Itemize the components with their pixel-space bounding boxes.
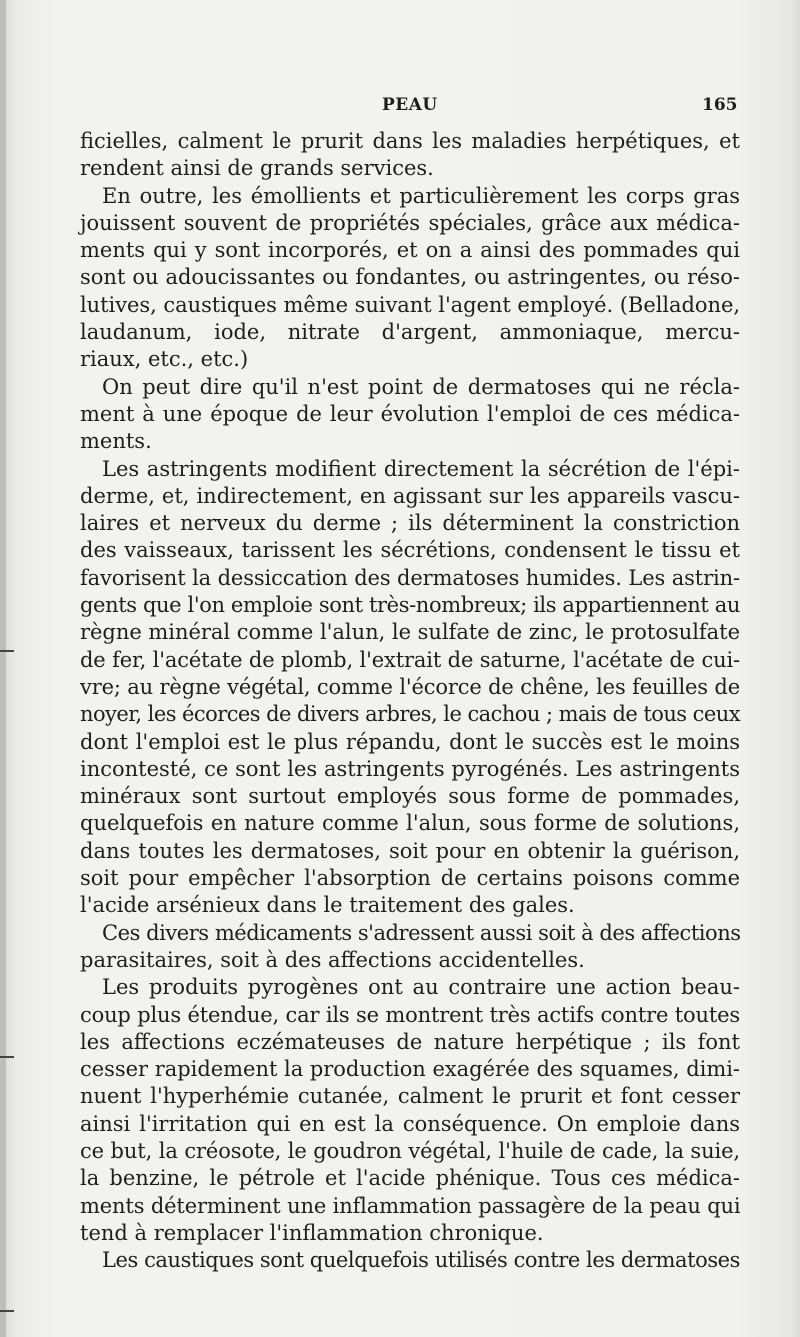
margin-mark <box>0 650 14 652</box>
paragraph-start-line: Ces divers médicaments s'adressent aussi soit à des affections <box>102 920 741 945</box>
page-number: 165 <box>702 95 738 115</box>
text-line: minéraux sont surtout employés sous forme de pommades, <box>80 784 740 809</box>
text-line: des vaisseaux, tarissent les sécrétions, condensent le tissu et <box>80 538 740 563</box>
text-line: cesser rapidement la production exagérée des squames, dimi- <box>80 1057 740 1082</box>
text-line: tend à remplacer l'inflammation chronique. <box>80 1220 544 1245</box>
text-line: laires et nerveux du derme ; ils déterminent la constriction <box>80 511 740 536</box>
text-line: dans toutes les dermatoses, soit pour en obtenir la guérison, <box>80 838 740 863</box>
margin-mark <box>0 1056 14 1058</box>
text-line: dont l'emploi est le plus répandu, dont le succès est le moins <box>80 729 740 754</box>
text-line: ficielles, calment le prurit dans les maladies herpétiques, et <box>80 129 740 153</box>
text-line: les affections eczémateuses de nature herpétique ; ils font <box>80 1029 740 1054</box>
paragraph-start-line: Les produits pyrogènes ont au contraire une action beau- <box>102 975 740 1000</box>
text-line: derme, et, indirectement, en agissant sur les appareils vascu- <box>80 483 740 508</box>
body-text <box>80 128 740 1274</box>
text-line: favorisent la dessiccation des dermatoses humides. Les astrin- <box>80 565 740 590</box>
page-gutter-shadow <box>0 0 6 1337</box>
text-line: rendent ainsi de grands services. <box>80 156 434 181</box>
text-line: soit pour empêcher l'absorption de certains poisons comme <box>80 866 740 891</box>
text-line: noyer, les écorces de divers arbres, le cachou ; mais de tous ceux <box>80 702 740 727</box>
text-line: lutives, caustiques même suivant l'agent employé. (Belladone, <box>80 292 740 317</box>
text-line: la benzine, le pétrole et l'acide phénique. Tous ces médica- <box>80 1166 740 1191</box>
text-line: gents que l'on emploie sont très-nombreux; ils appartiennent au <box>80 593 740 618</box>
text-line: ments. <box>80 429 152 454</box>
text-line: jouissent souvent de propriétés spéciales, grâce aux médica- <box>80 210 740 235</box>
text-line: quelquefois en nature comme l'alun, sous forme de solutions, <box>80 811 740 836</box>
text-line: de fer, l'acétate de plomb, l'extrait de saturne, l'acétate de cui- <box>80 647 740 672</box>
text-line: laudanum, iode, nitrate d'argent, ammoniaque, mercu- <box>80 320 740 345</box>
paragraph-start-line: En outre, les émollients et particulièrement les corps gras <box>102 183 740 208</box>
paragraph-start-line: Les caustiques sont quelquefois utilisés contre les dermatoses <box>102 1248 740 1273</box>
text-line: sont ou adoucissantes ou fondantes, ou astringentes, ou réso- <box>80 265 740 290</box>
text-line: riaux, etc., etc.) <box>80 347 249 372</box>
paragraph-start-line: Les astringents modifient directement la sécrétion de l'épi- <box>102 456 740 481</box>
page-header <box>0 95 800 119</box>
text-line: ments qui y sont incorporés, et on a ainsi des pommades qui <box>80 238 740 263</box>
text-line: règne minéral comme l'alun, le sulfate de zinc, le protosulfate <box>80 620 740 645</box>
text-line: parasitaires, soit à des affections accidentelles. <box>80 947 585 972</box>
text-line: nuent l'hyperhémie cutanée, calment le prurit et font cesser <box>80 1084 740 1109</box>
running-head: PEAU <box>382 95 438 115</box>
margin-mark <box>0 1310 14 1312</box>
text-line: l'acide arsénieux dans le traitement des gales. <box>80 893 575 918</box>
text-line: ce but, la créosote, le goudron végétal, l'huile de cade, la suie, <box>80 1138 740 1163</box>
text-line: ainsi l'irritation qui en est la conséquence. On emploie dans <box>80 1111 740 1136</box>
text-line: coup plus étendue, car ils se montrent très actifs contre toutes <box>80 1002 740 1027</box>
text-line: ment à une époque de leur évolution l'emploi de ces médica- <box>80 401 740 426</box>
text-line: incontesté, ce sont les astringents pyrogénés. Les astringents <box>80 756 740 781</box>
paragraph-start-line: On peut dire qu'il n'est point de dermatoses qui ne récla- <box>102 374 740 399</box>
text-line: ments déterminent une inflammation passagère de la peau qui <box>80 1193 741 1218</box>
text-line: vre; au règne végétal, comme l'écorce de chêne, les feuilles de <box>80 674 740 699</box>
